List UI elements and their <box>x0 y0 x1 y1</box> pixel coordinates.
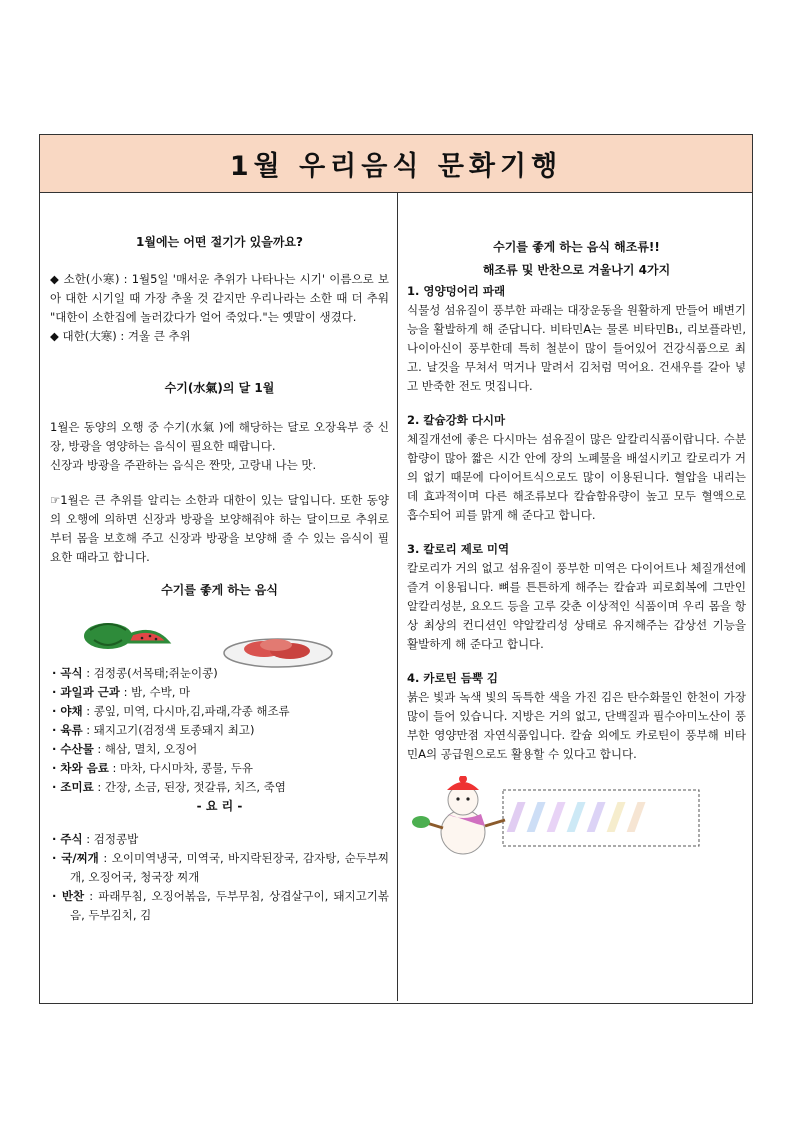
section-body: 식물성 섬유질이 풍부한 파래는 대장운동을 원활하게 만들어 배변기능을 활발하게 해 준답니다. 비타민A는 물론 비타민B₁, 리보플라빈, 나이아신이 풍부한데 특히 철분이 많이 들어있어 건강식품으로 최고. 날것을 무쳐서 먹거나 말려서 김처럼 먹어요. 건새우를 갈아 넣고 반죽한 전도 멋집니다. <box>407 303 746 393</box>
water-month-para1: 1월은 동양의 오행 중 수기(水氣 )에 해당하는 달로 오장육부 중 신장, 방광을 영양하는 음식이 필요한 때랍니다. <box>50 420 389 453</box>
sohan-text: ◆ 소한(小寒) : 1월5일 '매서운 추위가 나타나는 시기' 이름으로 보아 대한 시기일 때 가장 추울 것 같지만 우리나라는 소한 때 더 추워 "대한이 소한집에 놀러갔다가 얼어 죽었다."는 옛말이 생겼다. <box>50 272 389 324</box>
dahan-text: ◆ 대한(大寒) : 겨울 큰 추위 <box>50 329 191 343</box>
left-column <box>40 193 397 925</box>
list-item: · 반찬 : 파래무침, 오징어볶음, 두부무침, 상겹살구이, 돼지고기볶음, 두부김치, 김 <box>52 889 390 922</box>
seaweed-subheading: 해조류 및 반찬으로 겨울나기 4가지 <box>482 263 671 277</box>
water-month-para2: 신장과 방광을 주관하는 음식은 짠맛, 고랑내 나는 맛. <box>50 458 317 472</box>
list-item: · 곡식 : 검정콩(서목태;쥐눈이콩) <box>52 666 218 680</box>
right-column <box>398 193 752 856</box>
title-bar <box>40 135 752 193</box>
section-heading: 1. 영양덩어리 파래 <box>407 284 506 298</box>
page-title: 1월 우리음식 문화기행 <box>229 151 563 182</box>
cooking-heading: - 요 리 - <box>196 799 243 813</box>
list-item: · 과일과 근과 : 밤, 수박, 마 <box>52 685 191 699</box>
list-item: · 수산물 : 해삼, 멸치, 오징어 <box>52 742 198 756</box>
section-body: 칼로리가 거의 없고 섬유질이 풍부한 미역은 다이어트나 체질개선에 즐겨 이용됩니다. 뼈를 튼튼하게 해주는 칼슘과 피로회복에 그만인 알칼리성분, 요오드 등을 고루 갖춘 이상적인 식품이며 우리 몸을 항상 최상의 컨디션인 약알칼리성 상태로 유지해주는 갑상선 기능을 활발하게 해 준다고 합니다. <box>407 561 746 651</box>
water-month-para3: ☞1월은 큰 추위를 알리는 소한과 대한이 있는 달입니다. 또한 동양의 오행에 의하면 신장과 방광을 보양해줘야 하는 달이므로 추위로부터 몸을 보호해 주고 신장과 방광을 보양해 줄 수 있는 음식이 필요한 때라고 합니다. <box>50 493 389 564</box>
list-item: · 국/찌개 : 오이미역냉국, 미역국, 바지락된장국, 감자탕, 순두부찌개, 오징어국, 청국장 찌개 <box>52 851 390 884</box>
snowman-icon <box>407 776 707 856</box>
food-list <box>50 664 389 797</box>
list-item: · 야채 : 콩잎, 미역, 다시마,김,파래,각종 해조류 <box>52 704 290 718</box>
list-item: · 주식 : 검정콩밥 <box>52 832 139 846</box>
section-body: 체질개선에 좋은 다시마는 섬유질이 많은 알칼리식품이랍니다. 수분함량이 많아 짧은 시간 안에 장의 노폐물을 배설시키고 칼로리가 거의 없기 때문에 다이어트식으로도 많이 이용된니다. 혈압을 내리는데 효과적이며 다른 해조류보다 칼슘함유량이 높고 모두 혈액으로 흡수되어 피를 맑게 해 준다고 합니다. <box>407 432 746 522</box>
newsletter-frame <box>39 134 753 1004</box>
seaweed-heading: 수기를 좋게 하는 음식 해조류!! <box>493 240 660 254</box>
list-item: · 조미료 : 간장, 소금, 된장, 젓갈류, 치즈, 죽염 <box>52 780 286 794</box>
season-question-heading: 1월에는 어떤 절기가 있을까요? <box>136 235 303 249</box>
section-heading: 3. 칼로리 제로 미역 <box>407 542 510 556</box>
list-item: · 육류 : 돼지고기(검정색 토종돼지 최고) <box>52 723 255 737</box>
section-heading: 4. 카로틴 듬뿍 김 <box>407 671 499 685</box>
section-heading: 2. 칼슘강화 다시마 <box>407 413 506 427</box>
good-food-heading: 수기를 좋게 하는 음식 <box>161 583 278 597</box>
dish-list <box>50 830 389 925</box>
sausage-plate-icon <box>218 627 338 669</box>
list-item: · 차와 음료 : 마차, 다시마차, 콩물, 두유 <box>52 761 254 775</box>
water-month-heading: 수기(水氣)의 달 1월 <box>164 381 275 395</box>
section-body: 붉은 빛과 녹색 빛의 독특한 색을 가진 김은 탄수화물인 한천이 가장 많이 들어 있습니다. 지방은 거의 없고, 단백질과 필수아미노산이 풍부한 영양만점 자연식품입니다. 칼슘 외에도 카로틴이 풍부해 비타민A의 공급원으로도 활용할 수 있다고 합니다. <box>407 690 746 761</box>
snowman-illustration <box>407 776 746 856</box>
